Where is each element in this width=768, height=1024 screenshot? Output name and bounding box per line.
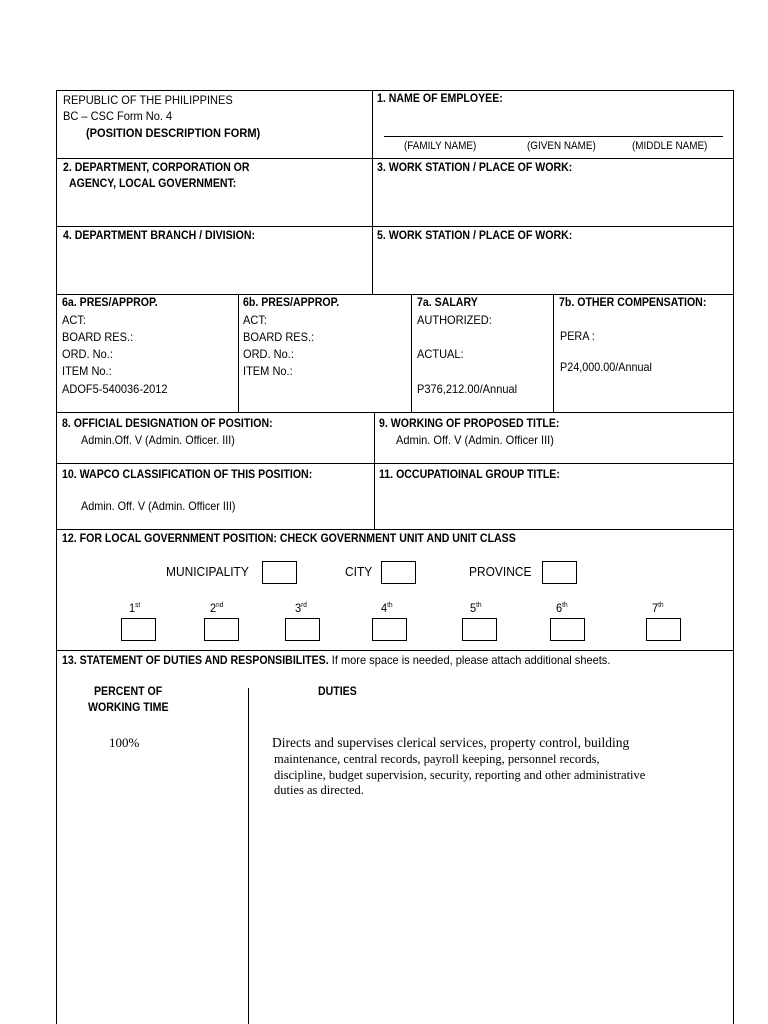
6a-ord-no: ORD. No.: xyxy=(62,347,113,361)
class-4-checkbox[interactable] xyxy=(372,618,407,641)
work-station-label-2: 5. WORK STATION / PLACE OF WORK: xyxy=(377,230,573,242)
pres-approp-6a-label: 6a. PRES/APPROP. xyxy=(62,297,158,309)
6b-act: ACT: xyxy=(243,313,267,327)
class-1-label: 1st xyxy=(129,601,141,615)
class-2-checkbox[interactable] xyxy=(204,618,239,641)
republic-heading: REPUBLIC OF THE PHILIPPINES xyxy=(63,93,233,107)
work-station-label: 3. WORK STATION / PLACE OF WORK: xyxy=(377,162,573,174)
class-3-checkbox[interactable] xyxy=(285,618,320,641)
class-6-label: 6th xyxy=(556,601,568,615)
class-1-checkbox[interactable] xyxy=(121,618,156,641)
class-5-label: 5th xyxy=(470,601,482,615)
employee-name-label: 1. NAME OF EMPLOYEE: xyxy=(377,93,503,105)
other-compensation-label: 7b. OTHER COMPENSATION: xyxy=(559,297,707,309)
salary-authorized: AUTHORIZED: xyxy=(417,313,492,327)
local-government-label: 12. FOR LOCAL GOVERNMENT POSITION: CHECK GOVERNMENT UNIT AND UNIT CLASS xyxy=(62,533,516,545)
wapco-classification-value: Admin. Off. V (Admin. Officer III) xyxy=(81,499,236,513)
class-2-label: 2nd xyxy=(210,601,224,615)
class-5-checkbox[interactable] xyxy=(462,618,497,641)
salary-actual: ACTUAL: xyxy=(417,347,464,361)
salary-actual-value: P376,212.00/Annual xyxy=(417,382,518,396)
pera-value: P24,000.00/Annual xyxy=(560,360,652,374)
row-divider xyxy=(56,158,734,159)
6b-item-no: ITEM No.: xyxy=(243,364,293,378)
6a-item-no: ITEM No.: xyxy=(62,364,112,378)
percent-header-line2: WORKING TIME xyxy=(88,702,169,714)
percent-value: 100% xyxy=(109,735,140,750)
6b-ord-no: ORD. No.: xyxy=(243,347,294,361)
province-checkbox[interactable] xyxy=(542,561,577,584)
municipality-label: MUNICIPALITY xyxy=(166,564,249,579)
class-7-label: 7th xyxy=(652,601,664,615)
class-3-label: 3rd xyxy=(295,601,307,615)
class-6-checkbox[interactable] xyxy=(550,618,585,641)
department-label-line2: AGENCY, LOCAL GOVERNMENT: xyxy=(69,178,237,190)
6a-item-value: ADOF5-540036-2012 xyxy=(62,382,168,396)
duties-column-divider xyxy=(248,688,249,1024)
duties-statement-heading: 13. STATEMENT OF DUTIES AND RESPONSIBILITES. If more space is needed, please attach additional sheets. xyxy=(62,653,611,667)
row-divider xyxy=(56,463,734,464)
column-divider xyxy=(553,294,554,413)
column-divider xyxy=(374,412,375,530)
row-divider xyxy=(56,226,734,227)
duties-line-3: discipline, budget supervision, security, reporting and other administrative xyxy=(274,768,646,782)
city-checkbox[interactable] xyxy=(381,561,416,584)
form-number: BC – CSC Form No. 4 xyxy=(63,109,173,123)
duties-header: DUTIES xyxy=(318,686,357,698)
column-divider xyxy=(238,294,239,413)
duties-line-4: duties as directed. xyxy=(274,783,364,797)
family-name-caption: (FAMILY NAME) xyxy=(404,140,477,152)
row-divider xyxy=(56,412,734,413)
class-4-label: 4th xyxy=(381,601,393,615)
column-divider xyxy=(411,294,412,413)
branch-division-label: 4. DEPARTMENT BRANCH / DIVISION: xyxy=(63,230,256,242)
middle-name-caption: (MIDDLE NAME) xyxy=(632,140,708,152)
6a-board-res: BOARD RES.: xyxy=(62,330,134,344)
percent-header: PERCENT OF xyxy=(94,686,163,698)
proposed-title-label: 9. WORKING OF PROPOSED TITLE: xyxy=(379,418,560,430)
province-label: PROVINCE xyxy=(469,564,532,579)
pres-approp-6b-label: 6b. PRES/APPROP. xyxy=(243,297,340,309)
6a-act: ACT: xyxy=(62,313,86,327)
row-divider xyxy=(56,529,734,530)
official-designation-label: 8. OFFICIAL DESIGNATION OF POSITION: xyxy=(62,418,273,430)
city-label: CITY xyxy=(345,564,373,579)
given-name-caption: (GIVEN NAME) xyxy=(527,140,596,152)
column-divider xyxy=(372,90,373,295)
duties-line-2: maintenance, central records, payroll keeping, personnel records, xyxy=(274,752,600,766)
duties-line-1: Directs and supervises clerical services, property control, building xyxy=(272,735,630,750)
6b-board-res: BOARD RES.: xyxy=(243,330,315,344)
official-designation-value: Admin.Off. V (Admin. Officer. III) xyxy=(81,433,235,447)
pera-label: PERA : xyxy=(560,329,595,343)
department-label: 2. DEPARTMENT, CORPORATION OR xyxy=(63,162,250,174)
employee-name-line xyxy=(384,136,723,137)
proposed-title-value: Admin. Off. V (Admin. Officer III) xyxy=(396,433,554,447)
salary-label: 7a. SALARY xyxy=(417,297,478,309)
row-divider xyxy=(56,650,734,651)
form-title: (POSITION DESCRIPTION FORM) xyxy=(86,126,261,140)
class-7-checkbox[interactable] xyxy=(646,618,681,641)
occupational-group-label: 11. OCCUPATIOINAL GROUP TITLE: xyxy=(379,469,560,481)
wapco-classification-label: 10. WAPCO CLASSIFICATION OF THIS POSITION: xyxy=(62,469,313,481)
municipality-checkbox[interactable] xyxy=(262,561,297,584)
